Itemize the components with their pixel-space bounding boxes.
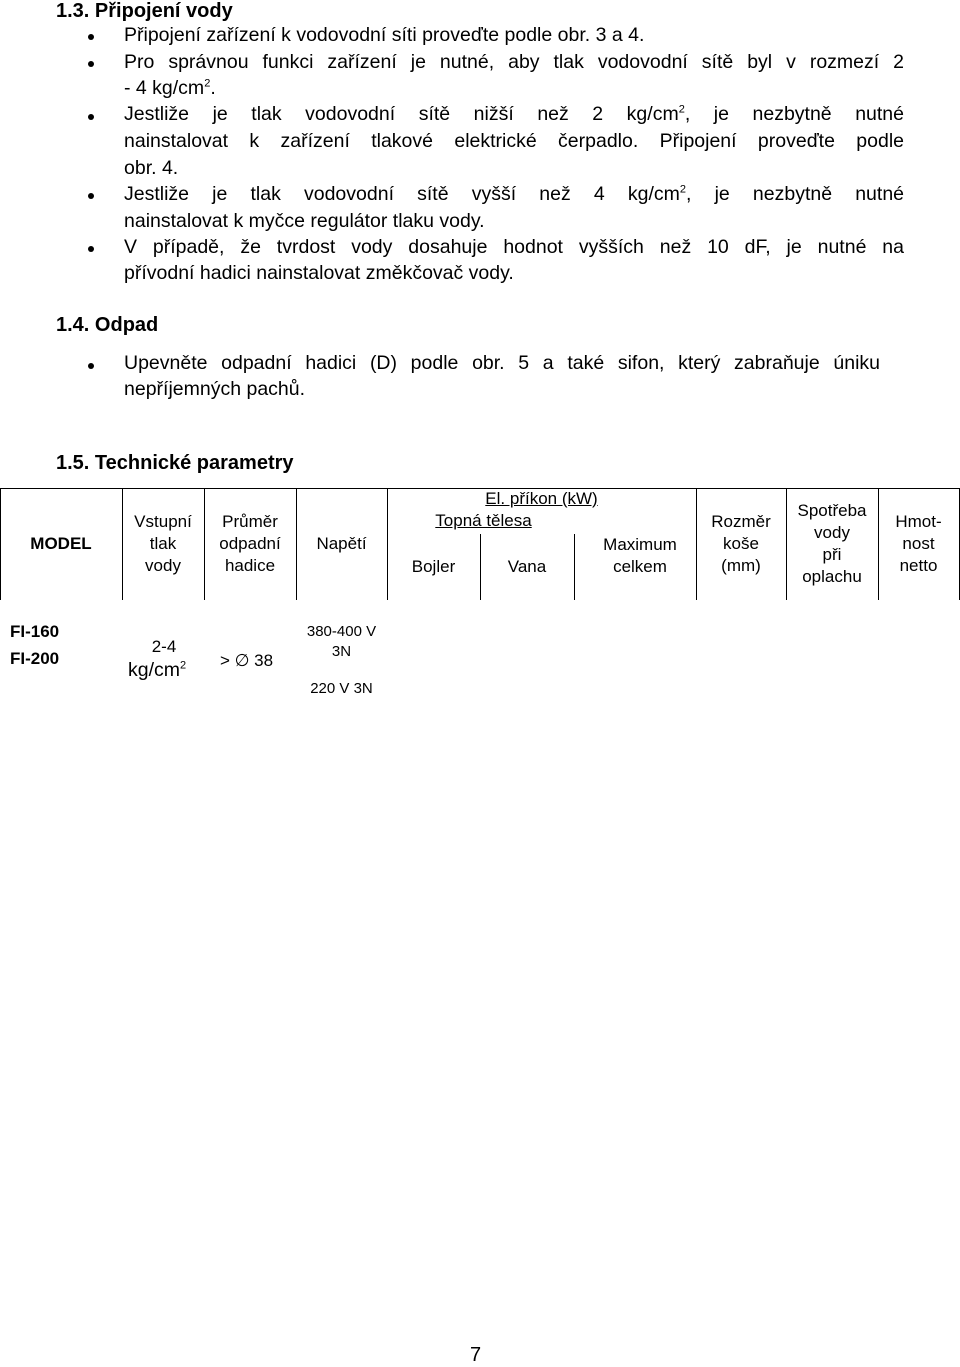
table-rule — [574, 534, 575, 600]
header-boiler: Bojler — [411, 557, 456, 576]
bullet-text-cont: přívodní hadici nainstalovat změkčovač vody. — [124, 262, 514, 284]
bullet-text: Připojení zařízení k vodovodní síti proveďte podle obr. 3 a 4. — [124, 24, 645, 46]
bullet-icon — [88, 114, 94, 120]
voltage-fi-160: 380-400 V 3N — [306, 623, 377, 660]
bullet-text-cont: - 4 $kg/cm^2$. — [124, 77, 216, 99]
bullet-text: Jestliže je tlak vodovodní sítě nižší než 2 $kg/cm^2$, je nezbytně nutné — [124, 103, 904, 125]
model-fi-160: FI-160 — [10, 622, 60, 641]
header-tank: Vana — [507, 557, 547, 576]
bullet-icon — [88, 193, 94, 199]
header-heaters: Topná tělesa — [435, 511, 532, 530]
bullet-text: Pro správnou funkci zařízení je nutné, aby tlak vodovodní sítě byl v rozmezí 2 — [124, 51, 904, 73]
page-number: 7 — [470, 1344, 482, 1366]
inlet-pressure-unit: $kg/cm^2$ — [128, 659, 187, 681]
bullet-text-cont: nainstalovat k zařízení tlakové elektrické čerpadlo. Připojení proveďte podle — [124, 130, 904, 152]
header-water-consumption: Spotřeba vody při oplachu — [797, 501, 867, 586]
bullet-icon — [88, 34, 94, 40]
voltage-fi-200: 220 V 3N — [310, 680, 373, 697]
bullet-icon — [88, 363, 94, 369]
bullet-text: V případě, že tvrdost vody dosahuje hodnot vyšších než 10 dF, je nutné na — [124, 236, 904, 258]
bullet-icon — [88, 61, 94, 67]
header-inlet-pressure: Vstupní tlak vody — [134, 512, 192, 575]
header-basket-size: Rozměr koše (mm) — [711, 512, 771, 575]
header-max-total: Maximum celkem — [603, 535, 677, 576]
header-drain-diameter: Průměr odpadní hadice — [219, 512, 281, 575]
header-power: El. příkon (kW) — [485, 489, 598, 508]
drain-diameter-value: > ∅ 38 — [220, 651, 274, 670]
section-heading-1-4: 1.4. Odpad — [56, 314, 159, 336]
header-net-weight: Hmot- nost netto — [895, 512, 942, 575]
model-fi-200: FI-200 — [10, 649, 60, 668]
bullet-text-cont: nepříjemných pachů. — [124, 378, 306, 400]
inlet-pressure-range: 2-4 — [151, 637, 177, 656]
section-heading-1-3: 1.3. Připojení vody — [56, 0, 233, 22]
bullet-text-cont: obr. 4. — [124, 157, 179, 179]
bullet-text-cont: nainstalovat k myčce regulátor tlaku vody. — [124, 210, 485, 232]
section-heading-1-5: 1.5. Technické parametry — [56, 452, 294, 474]
header-model: MODEL — [30, 534, 92, 553]
bullet-text: Upevněte odpadní hadici (D) podle obr. 5 a také sifon, který zabraňuje úniku — [124, 352, 880, 374]
bullet-text: Jestliže je tlak vodovodní sítě vyšší než 4 $kg/cm^2$, je nezbytně nutné — [124, 183, 905, 205]
header-voltage: Napětí — [316, 534, 367, 553]
bullet-icon — [88, 246, 94, 252]
